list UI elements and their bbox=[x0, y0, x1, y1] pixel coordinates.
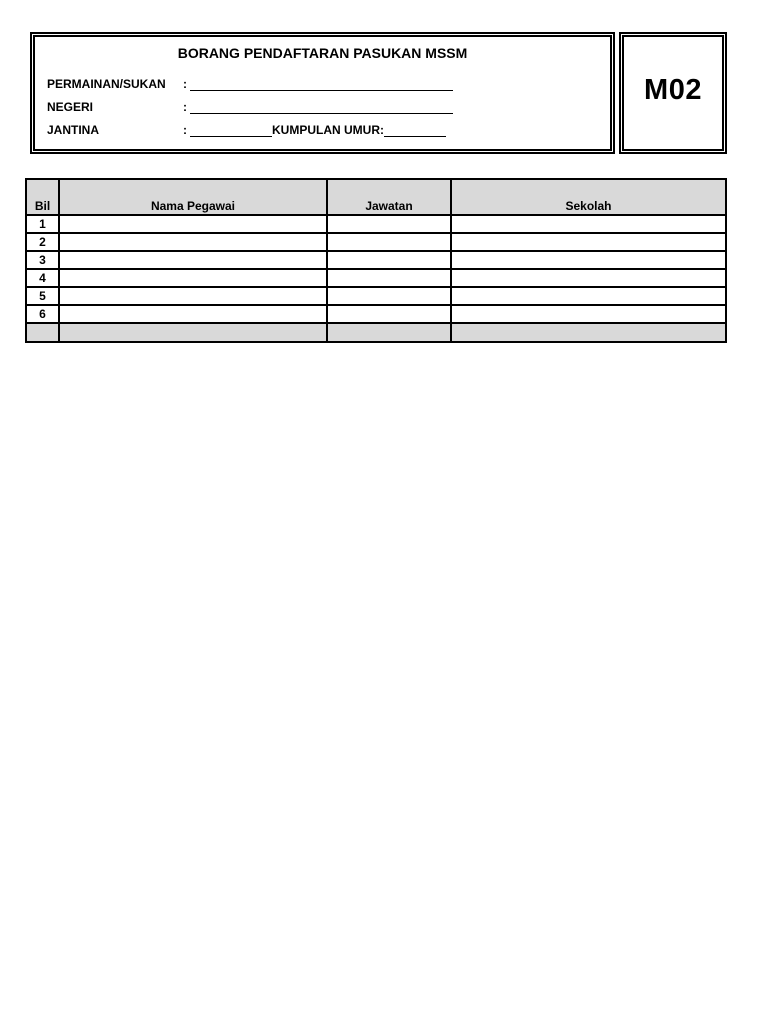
header-bil: Bil bbox=[26, 179, 59, 215]
form-code: M02 bbox=[644, 73, 702, 106]
jawatan-cell[interactable] bbox=[327, 287, 451, 305]
form-code-box bbox=[619, 32, 727, 154]
colon: : bbox=[183, 123, 187, 137]
form-title: BORANG PENDAFTARAN PASUKAN MSSM bbox=[177, 45, 468, 61]
table-row bbox=[26, 215, 726, 233]
row-number: 6 bbox=[26, 305, 59, 323]
table-header-row bbox=[26, 179, 726, 215]
row-number: 5 bbox=[26, 287, 59, 305]
sport-field bbox=[47, 77, 453, 91]
gender-label: JANTINA bbox=[47, 123, 100, 137]
sekolah-cell[interactable] bbox=[451, 233, 726, 251]
sekolah-cell[interactable] bbox=[451, 251, 726, 269]
header-jawatan: Jawatan bbox=[327, 179, 451, 215]
sekolah-cell[interactable] bbox=[451, 269, 726, 287]
footer-cell bbox=[59, 323, 327, 342]
state-input-line[interactable] bbox=[190, 101, 453, 114]
footer-cell bbox=[451, 323, 726, 342]
form-header bbox=[30, 32, 615, 154]
table-row bbox=[26, 233, 726, 251]
age-group-input-line[interactable] bbox=[384, 124, 446, 137]
state-label: NEGERI bbox=[47, 100, 94, 114]
table-row bbox=[26, 305, 726, 323]
state-field bbox=[47, 100, 453, 114]
table-row bbox=[26, 287, 726, 305]
row-number: 1 bbox=[26, 215, 59, 233]
nama-pegawai-cell[interactable] bbox=[59, 251, 327, 269]
sekolah-cell[interactable] bbox=[451, 305, 726, 323]
nama-pegawai-cell[interactable] bbox=[59, 305, 327, 323]
footer-cell bbox=[327, 323, 451, 342]
colon: : bbox=[183, 77, 187, 91]
jawatan-cell[interactable] bbox=[327, 269, 451, 287]
header-nama-pegawai: Nama Pegawai bbox=[59, 179, 327, 215]
table-row bbox=[26, 251, 726, 269]
header-sekolah: Sekolah bbox=[451, 179, 726, 215]
sekolah-cell[interactable] bbox=[451, 215, 726, 233]
sport-input-line[interactable] bbox=[190, 78, 453, 91]
nama-pegawai-cell[interactable] bbox=[59, 269, 327, 287]
jawatan-cell[interactable] bbox=[327, 305, 451, 323]
nama-pegawai-cell[interactable] bbox=[59, 287, 327, 305]
table-row bbox=[26, 269, 726, 287]
gender-field bbox=[47, 123, 446, 137]
sekolah-cell[interactable] bbox=[451, 287, 726, 305]
sport-label: PERMAINAN/SUKAN bbox=[47, 77, 166, 91]
footer-cell bbox=[26, 323, 59, 342]
gender-input-line[interactable] bbox=[190, 124, 272, 137]
colon: : bbox=[183, 100, 187, 114]
age-group-label: KUMPULAN UMUR: bbox=[272, 123, 384, 137]
table-footer-row bbox=[26, 323, 726, 342]
row-number: 3 bbox=[26, 251, 59, 269]
nama-pegawai-cell[interactable] bbox=[59, 233, 327, 251]
row-number: 4 bbox=[26, 269, 59, 287]
nama-pegawai-cell[interactable] bbox=[59, 215, 327, 233]
officials-table bbox=[25, 178, 725, 343]
row-number: 2 bbox=[26, 233, 59, 251]
jawatan-cell[interactable] bbox=[327, 251, 451, 269]
jawatan-cell[interactable] bbox=[327, 215, 451, 233]
jawatan-cell[interactable] bbox=[327, 233, 451, 251]
